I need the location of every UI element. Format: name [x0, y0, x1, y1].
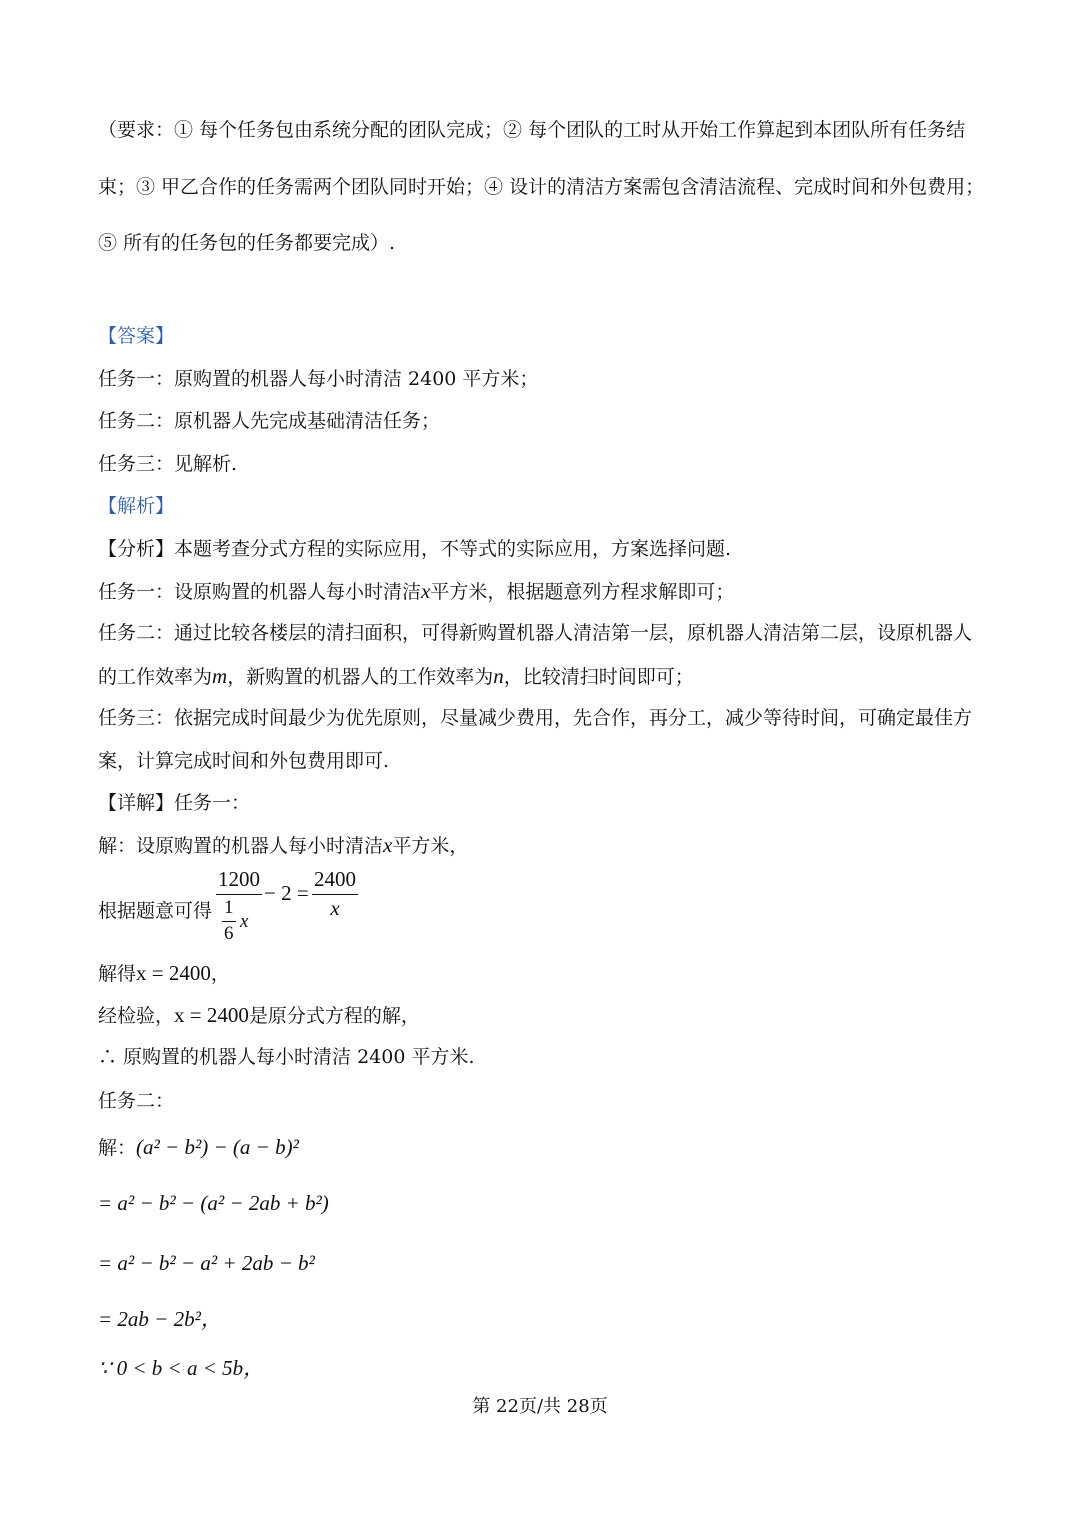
expr-1: (a² − b²) − (a − b)² — [136, 1135, 299, 1159]
fraction-right — [312, 866, 358, 919]
answer-heading: 【答案】 — [98, 325, 175, 347]
task2-text-c: ，比较清扫时间即可； — [503, 666, 694, 688]
detail-solution-setup — [98, 832, 990, 859]
frac-num-1200: 1200 — [218, 867, 260, 891]
task2-text-b: ，新购置的机器人的工作效率为 — [227, 666, 494, 688]
expr-line-3: = a² − b² − a² + 2ab − b² — [98, 1251, 315, 1275]
eq-pre: 根据题意可得 — [98, 900, 213, 922]
answer-task1: 任务一：原购置的机器人每小时清洁 2400 平方米； — [98, 368, 539, 390]
analysis-task2-line1: 任务二：通过比较各楼层的清扫面积，可得新购置机器人清洁第一层，原机器人清洁第二层，设原机器人 — [98, 622, 973, 644]
solve-eq: x = 2400 — [136, 961, 211, 985]
solve-line — [98, 960, 990, 987]
task2-title: 任务二： — [98, 1090, 175, 1112]
task2-text-a: 的工作效率为 — [98, 666, 213, 688]
inner-den: 6 — [224, 923, 234, 944]
requirements-line-3: ⑤ 所有的任务包的任务都要完成）. — [98, 232, 396, 254]
fraction-left — [216, 866, 262, 947]
conclusion-line: ∴ 原购置的机器人每小时清洁 2400 平方米. — [98, 1046, 475, 1068]
sol-post: 平方米， — [392, 835, 469, 857]
solve-post: ， — [210, 963, 230, 985]
frac-den-x: x — [330, 896, 340, 920]
analysis-task3-line2: 案，计算完成时间和外包费用即可. — [98, 750, 390, 772]
page-footer: 第 22页/共 28页 — [472, 1396, 608, 1417]
expr-line-2: = a² − b² − (a² − 2ab + b²) — [98, 1191, 329, 1215]
expr-line-4: = 2ab − 2b²， — [98, 1307, 222, 1331]
inner-bar — [222, 921, 236, 922]
answer-task3: 任务三：见解析. — [98, 453, 238, 475]
analysis-task2-line2 — [98, 663, 990, 690]
frac-bar-left — [216, 894, 262, 895]
analysis-task1 — [98, 578, 990, 605]
solve-pre: 解得 — [98, 963, 137, 985]
var-x-2: x — [383, 833, 393, 857]
task2-sol-label: 解： — [98, 1137, 137, 1159]
var-m: m — [212, 664, 228, 688]
check-line — [98, 1002, 990, 1029]
frac-bar-right — [312, 894, 358, 895]
var-x: x — [421, 579, 431, 603]
minus-two-equals: − 2 = — [264, 881, 309, 905]
detail-heading: 【详解】任务一： — [98, 792, 251, 814]
inner-fraction — [216, 897, 262, 947]
check-eq: x = 2400 — [174, 1003, 249, 1027]
analysis-task1-pre: 任务一：设原购置的机器人每小时清洁 — [98, 581, 422, 603]
frac-num-2400: 2400 — [314, 867, 356, 891]
expr-line-1 — [98, 1134, 990, 1161]
answer-task2: 任务二：原机器人先完成基础清洁任务； — [98, 410, 441, 432]
var-n: n — [493, 664, 504, 688]
equation-line — [98, 866, 990, 950]
check-pre: 经检验， — [98, 1005, 175, 1027]
inner-x: x — [240, 911, 249, 932]
requirements-line-2: 束；③ 甲乙合作的任务需两个团队同时开始；④ 设计的清洁方案需包含清洁流程、完成时间和外包费用； — [98, 176, 985, 198]
analysis-fenxi: 【分析】本题考查分式方程的实际应用，不等式的实际应用，方案选择问题. — [98, 538, 732, 560]
analysis-task3-line1: 任务三：依据完成时间最少为优先原则，尽量减少费用，先合作，再分工，减少等待时间，可确定最佳方 — [98, 707, 973, 729]
analysis-heading: 【解析】 — [98, 495, 175, 517]
inner-num: 1 — [224, 897, 234, 918]
requirements-line-1: （要求：① 每个任务包由系统分配的团队完成；② 每个团队的工时从开始工作算起到本团队所有任务结 — [98, 119, 966, 141]
expr-line-5: ∵ 0 < b < a < 5b， — [98, 1356, 265, 1380]
sol-pre: 解：设原购置的机器人每小时清洁 — [98, 835, 384, 857]
check-post: 是原分式方程的解， — [248, 1005, 420, 1027]
analysis-task1-post: 平方米，根据题意列方程求解即可； — [430, 581, 735, 603]
